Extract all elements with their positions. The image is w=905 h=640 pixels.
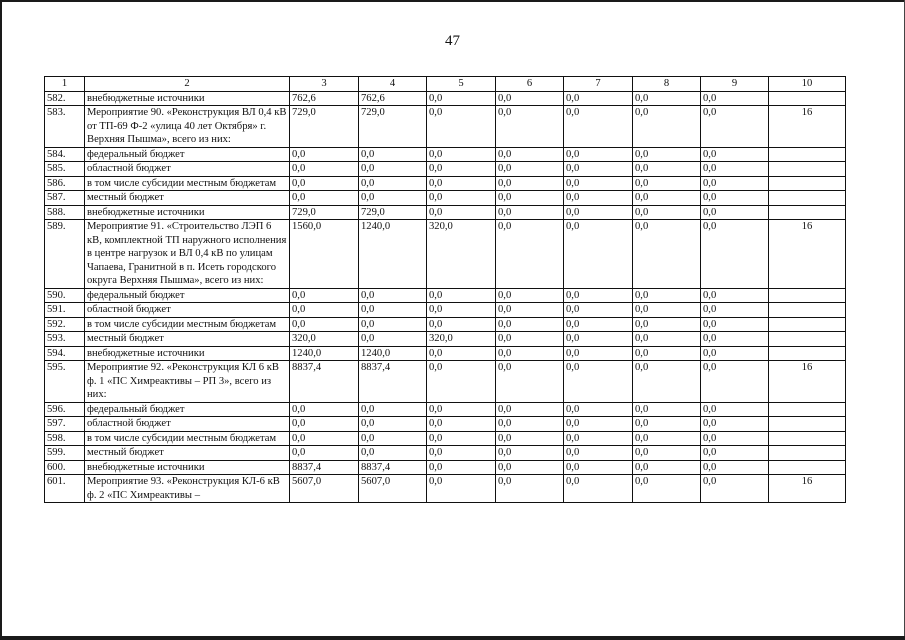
value-cell: 1240,0 [359,220,427,289]
table-body [45,77,846,503]
value-cell: 0,0 [496,191,564,206]
row-number: 592. [45,317,85,332]
column-10-cell [769,191,846,206]
page-number: 47 [445,33,460,49]
value-cell: 0,0 [290,317,359,332]
row-name: в том числе субсидии местным бюджетам [85,317,290,332]
row-number: 590. [45,288,85,303]
row-number: 582. [45,91,85,106]
value-cell: 0,0 [427,91,496,106]
table-row [45,317,846,332]
value-cell: 0,0 [427,205,496,220]
value-cell: 0,0 [496,332,564,347]
value-cell: 0,0 [633,288,701,303]
value-cell: 0,0 [701,205,769,220]
value-cell: 0,0 [564,176,633,191]
column-10-cell: 16 [769,106,846,148]
value-cell: 8837,4 [290,361,359,403]
row-number: 589. [45,220,85,289]
value-cell: 762,6 [359,91,427,106]
value-cell: 0,0 [701,332,769,347]
header-cell: 9 [701,77,769,92]
column-10-cell [769,446,846,461]
value-cell: 0,0 [427,431,496,446]
value-cell: 0,0 [496,176,564,191]
row-name: федеральный бюджет [85,402,290,417]
row-number: 596. [45,402,85,417]
row-name: Мероприятие 90. «Реконструкция ВЛ 0,4 кВ от ТП-69 Ф-2 «улица 40 лет Октября» г. Верхняя Пышма», всего из них: [85,106,290,148]
value-cell: 5607,0 [290,475,359,503]
value-cell: 729,0 [290,205,359,220]
value-cell: 0,0 [290,446,359,461]
value-cell: 0,0 [633,460,701,475]
value-cell: 0,0 [701,106,769,148]
value-cell: 0,0 [633,106,701,148]
column-10-cell [769,431,846,446]
table-row [45,176,846,191]
header-cell: 8 [633,77,701,92]
row-name: внебюджетные источники [85,346,290,361]
row-name: областной бюджет [85,303,290,318]
value-cell: 0,0 [290,288,359,303]
value-cell: 0,0 [633,303,701,318]
value-cell: 0,0 [427,402,496,417]
header-cell: 3 [290,77,359,92]
table-row [45,162,846,177]
value-cell: 762,6 [290,91,359,106]
row-name: внебюджетные источники [85,460,290,475]
value-cell: 0,0 [496,446,564,461]
table-row [45,361,846,403]
value-cell: 0,0 [427,317,496,332]
value-cell: 0,0 [633,402,701,417]
row-name: в том числе субсидии местным бюджетам [85,176,290,191]
value-cell: 0,0 [564,460,633,475]
row-number: 588. [45,205,85,220]
value-cell: 0,0 [701,431,769,446]
value-cell: 0,0 [427,303,496,318]
value-cell: 0,0 [496,402,564,417]
value-cell: 0,0 [496,317,564,332]
value-cell: 0,0 [564,205,633,220]
value-cell: 0,0 [427,288,496,303]
value-cell: 0,0 [633,191,701,206]
value-cell: 0,0 [564,303,633,318]
value-cell: 0,0 [496,147,564,162]
row-name: областной бюджет [85,162,290,177]
value-cell: 0,0 [496,220,564,289]
value-cell: 0,0 [564,191,633,206]
column-10-cell [769,332,846,347]
value-cell: 8837,4 [359,361,427,403]
row-number: 597. [45,417,85,432]
table-row [45,91,846,106]
row-number: 594. [45,346,85,361]
value-cell: 0,0 [633,220,701,289]
header-cell: 1 [45,77,85,92]
value-cell: 0,0 [701,475,769,503]
value-cell: 320,0 [290,332,359,347]
page-border-bottom [0,636,905,640]
value-cell: 0,0 [359,417,427,432]
value-cell: 0,0 [359,431,427,446]
value-cell: 0,0 [701,361,769,403]
value-cell: 1560,0 [290,220,359,289]
value-cell: 1240,0 [290,346,359,361]
row-number: 585. [45,162,85,177]
value-cell: 0,0 [496,431,564,446]
table-row [45,346,846,361]
table-row [45,288,846,303]
value-cell: 0,0 [701,460,769,475]
value-cell: 0,0 [427,417,496,432]
row-number: 599. [45,446,85,461]
value-cell: 0,0 [427,147,496,162]
column-10-cell: 16 [769,361,846,403]
value-cell: 0,0 [564,91,633,106]
budget-table [44,76,846,503]
value-cell: 0,0 [359,446,427,461]
value-cell: 0,0 [564,361,633,403]
header-cell: 10 [769,77,846,92]
value-cell: 0,0 [290,162,359,177]
value-cell: 0,0 [427,176,496,191]
row-name: Мероприятие 92. «Реконструкция КЛ 6 кВ ф. 1 «ПС Химреактивы – РП 3», всего из них: [85,361,290,403]
row-name: внебюджетные источники [85,91,290,106]
value-cell: 0,0 [564,317,633,332]
row-number: 601. [45,475,85,503]
value-cell: 0,0 [564,288,633,303]
row-name: внебюджетные источники [85,205,290,220]
row-number: 593. [45,332,85,347]
column-10-cell [769,176,846,191]
header-cell: 7 [564,77,633,92]
value-cell: 0,0 [564,220,633,289]
value-cell: 729,0 [359,106,427,148]
row-number: 591. [45,303,85,318]
row-name: областной бюджет [85,417,290,432]
value-cell: 0,0 [359,332,427,347]
value-cell: 0,0 [633,176,701,191]
table-row [45,191,846,206]
value-cell: 0,0 [496,460,564,475]
value-cell: 0,0 [290,431,359,446]
value-cell: 0,0 [701,417,769,432]
value-cell: 0,0 [290,147,359,162]
value-cell: 0,0 [633,205,701,220]
value-cell: 0,0 [564,162,633,177]
header-cell: 6 [496,77,564,92]
row-name: Мероприятие 91. «Строительство ЛЭП 6 кВ, комплектной ТП наружного исполнения в центре нагрузок и ВЛ 0,4 кВ по улицам Чапаева, Гранитной в п. Исеть городского округа Верхняя Пышма», всего из них: [85,220,290,289]
value-cell: 320,0 [427,332,496,347]
row-number: 583. [45,106,85,148]
table-row [45,106,846,148]
row-name: в том числе субсидии местным бюджетам [85,431,290,446]
column-10-cell: 16 [769,220,846,289]
value-cell: 0,0 [633,475,701,503]
value-cell: 0,0 [564,475,633,503]
column-10-cell [769,288,846,303]
value-cell: 0,0 [496,346,564,361]
value-cell: 0,0 [496,162,564,177]
value-cell: 0,0 [290,191,359,206]
column-10-cell [769,303,846,318]
value-cell: 0,0 [633,332,701,347]
column-10-cell [769,317,846,332]
value-cell: 0,0 [427,346,496,361]
header-cell: 2 [85,77,290,92]
value-cell: 729,0 [359,205,427,220]
value-cell: 0,0 [564,332,633,347]
table-row [45,446,846,461]
row-number: 584. [45,147,85,162]
value-cell: 0,0 [359,303,427,318]
table-row [45,460,846,475]
value-cell: 0,0 [564,346,633,361]
column-10-cell [769,460,846,475]
table-row [45,417,846,432]
value-cell: 0,0 [701,303,769,318]
column-10-cell: 16 [769,475,846,503]
value-cell: 0,0 [359,147,427,162]
value-cell: 0,0 [701,147,769,162]
value-cell: 0,0 [290,303,359,318]
value-cell: 0,0 [427,191,496,206]
row-number: 587. [45,191,85,206]
value-cell: 0,0 [701,288,769,303]
value-cell: 0,0 [701,220,769,289]
column-10-cell [769,91,846,106]
value-cell: 0,0 [701,446,769,461]
value-cell: 0,0 [564,417,633,432]
value-cell: 0,0 [633,446,701,461]
row-number: 600. [45,460,85,475]
value-cell: 0,0 [290,402,359,417]
value-cell: 0,0 [427,446,496,461]
value-cell: 0,0 [496,288,564,303]
value-cell: 0,0 [701,402,769,417]
column-10-cell [769,402,846,417]
column-10-cell [769,162,846,177]
value-cell: 0,0 [359,402,427,417]
value-cell: 0,0 [427,361,496,403]
value-cell: 0,0 [633,162,701,177]
value-cell: 0,0 [633,431,701,446]
value-cell: 0,0 [496,475,564,503]
row-name: федеральный бюджет [85,288,290,303]
value-cell: 0,0 [701,176,769,191]
value-cell: 0,0 [290,176,359,191]
value-cell: 8837,4 [359,460,427,475]
value-cell: 0,0 [701,317,769,332]
row-number: 595. [45,361,85,403]
value-cell: 0,0 [359,162,427,177]
table-row [45,402,846,417]
value-cell: 0,0 [427,475,496,503]
value-cell: 0,0 [701,191,769,206]
value-cell: 0,0 [359,317,427,332]
value-cell: 0,0 [564,431,633,446]
value-cell: 0,0 [359,176,427,191]
value-cell: 0,0 [496,361,564,403]
value-cell: 0,0 [633,346,701,361]
value-cell: 0,0 [701,346,769,361]
header-cell: 5 [427,77,496,92]
row-name: Мероприятие 93. «Реконструкция КЛ-6 кВ ф. 2 «ПС Химреактивы – [85,475,290,503]
page-border-top [0,0,905,2]
value-cell: 0,0 [633,147,701,162]
value-cell: 729,0 [290,106,359,148]
value-cell: 0,0 [564,446,633,461]
value-cell: 0,0 [701,162,769,177]
table-row [45,431,846,446]
value-cell: 0,0 [701,91,769,106]
table-header-row [45,77,846,92]
value-cell: 0,0 [290,417,359,432]
value-cell: 0,0 [427,106,496,148]
row-number: 598. [45,431,85,446]
column-10-cell [769,346,846,361]
row-name: федеральный бюджет [85,147,290,162]
value-cell: 320,0 [427,220,496,289]
table-row [45,205,846,220]
value-cell: 0,0 [564,106,633,148]
table-row [45,303,846,318]
row-number: 586. [45,176,85,191]
row-name: местный бюджет [85,446,290,461]
table-row [45,147,846,162]
value-cell: 0,0 [633,417,701,432]
value-cell: 5607,0 [359,475,427,503]
value-cell: 0,0 [496,303,564,318]
value-cell: 1240,0 [359,346,427,361]
table-row [45,220,846,289]
value-cell: 0,0 [564,147,633,162]
header-cell: 4 [359,77,427,92]
value-cell: 0,0 [496,106,564,148]
row-name: местный бюджет [85,332,290,347]
value-cell: 0,0 [496,205,564,220]
value-cell: 0,0 [427,460,496,475]
value-cell: 0,0 [496,91,564,106]
value-cell: 0,0 [564,402,633,417]
row-name: местный бюджет [85,191,290,206]
value-cell: 0,0 [359,288,427,303]
column-10-cell [769,205,846,220]
column-10-cell [769,147,846,162]
value-cell: 0,0 [496,417,564,432]
value-cell: 0,0 [633,317,701,332]
column-10-cell [769,417,846,432]
value-cell: 0,0 [633,91,701,106]
value-cell: 0,0 [427,162,496,177]
page-border-left [0,0,2,640]
value-cell: 0,0 [359,191,427,206]
table-row [45,475,846,503]
table-row [45,332,846,347]
value-cell: 0,0 [633,361,701,403]
value-cell: 8837,4 [290,460,359,475]
